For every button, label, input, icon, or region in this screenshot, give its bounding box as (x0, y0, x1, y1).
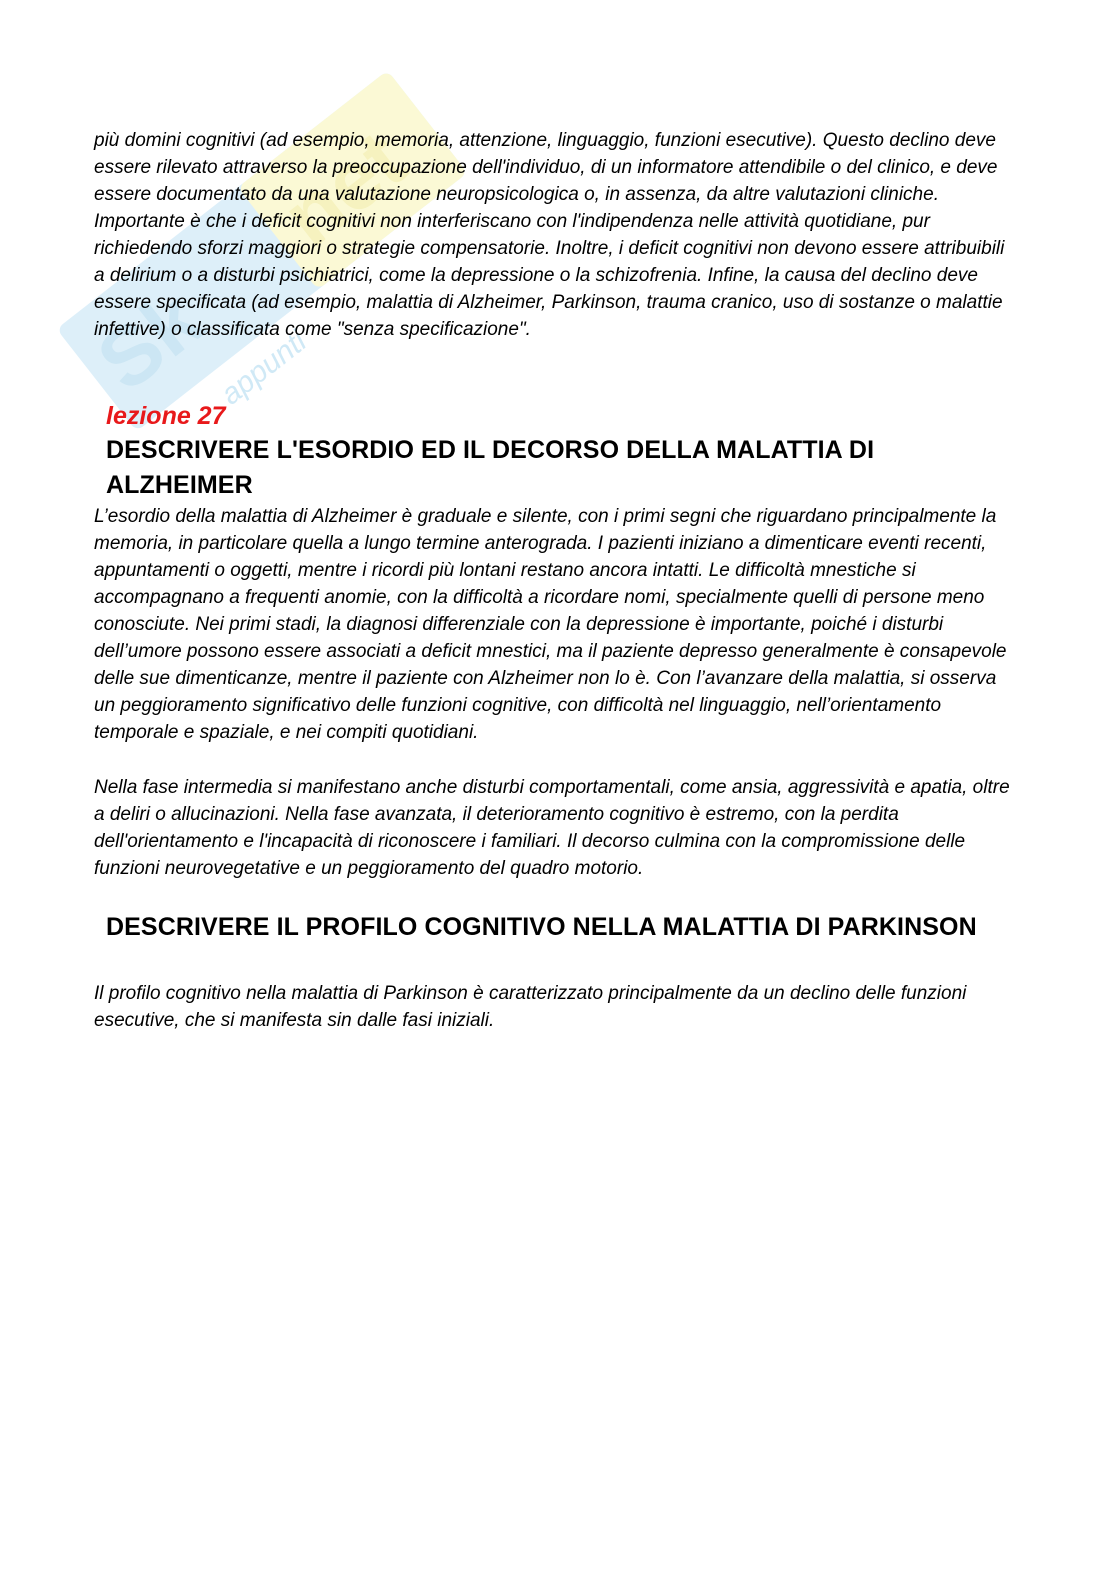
svg-text:Sk: Sk (80, 271, 219, 409)
heading-parkinson: DESCRIVERE IL PROFILO COGNITIVO NELLA MALATTIA DI PARKINSON (106, 913, 977, 941)
lesson-label: lezione 27 (106, 402, 226, 430)
heading-alzheimer: DESCRIVERE L'ESORDIO ED IL DECORSO DELLA MALATTIA DI ALZHEIMER (106, 436, 875, 499)
paragraph-parkinson-profile: Il profilo cognitivo nella malattia di Parkinson è caratterizzato principalmente da un declino delle funzioni esecutive, che si manifesta sin dalle fasi iniziali. (94, 983, 967, 1031)
paragraph-dsm-criteria: più domini cognitivi (ad esempio, memoria, attenzione, linguaggio, funzioni esecutive). Questo declino deve essere rilevato attraverso la preoccupazione dell'individuo, di un informatore attendibile o del clinico, e deve essere documentato da una valutazione neuropsicologica o, in assenza, da altre valutazioni cliniche. Importante è che i deficit cognitivi non interferiscano con l'indipendenza nelle attività quotidiane, pur richiedendo sforzi maggiori o strategie compensatorie. Inoltre, i deficit cognitivi non devono essere attribuibili a delirium o a disturbi psichiatrici, come la depressione o la schizofrenia. Infine, la causa del declino deve essere specificata (ad esempio, malattia di Alzheimer, Parkinson, trauma cranico, uso di sostanze o malattie infettive) o classificata come "senza specificazione". (94, 130, 1005, 340)
paragraph-alzheimer-phases: Nella fase intermedia si manifestano anche disturbi comportamentali, come ansia, aggressività e apatia, oltre a deliri o allucinazioni. Nella fase avanzata, il deterioramento cognitivo è estremo, con la perdita dell'orientamento e l'incapacità di riconoscere i familiari. Il decorso culmina con la compromissione delle funzioni neurovegetative e un peggioramento del quadro motorio. (94, 777, 1010, 879)
svg-text:appunti: appunti (214, 324, 313, 412)
paragraph-alzheimer-onset: L’esordio della malattia di Alzheimer è graduale e silente, con i primi segni che riguardano principalmente la memoria, in particolare quella a lungo termine anterograda. I pazienti iniziano a dimenticare eventi recenti, appuntamenti o oggetti, mentre i ricordi più lontani restano ancora intatti. Le difficoltà mnestiche si accompagnano a frequenti anomie, con la difficoltà a ricordare nomi, specialmente quelli di persone meno conosciute. Nei primi stadi, la diagnosi differenziale con la depressione è importante, poiché i disturbi dell’umore possono essere associati a deficit mnestici, ma il paziente depresso generalmente è consapevole delle sue dimenticanze, mentre il paziente con Alzheimer non lo è. Con l’avanzare della malattia, si osserva un peggioramento significativo delle funzioni cognitive, con difficoltà nel linguaggio, nell’orientamento temporale e spaziale, e nei compiti quotidiani. (94, 506, 1007, 743)
svg-text:net: net (265, 112, 423, 265)
